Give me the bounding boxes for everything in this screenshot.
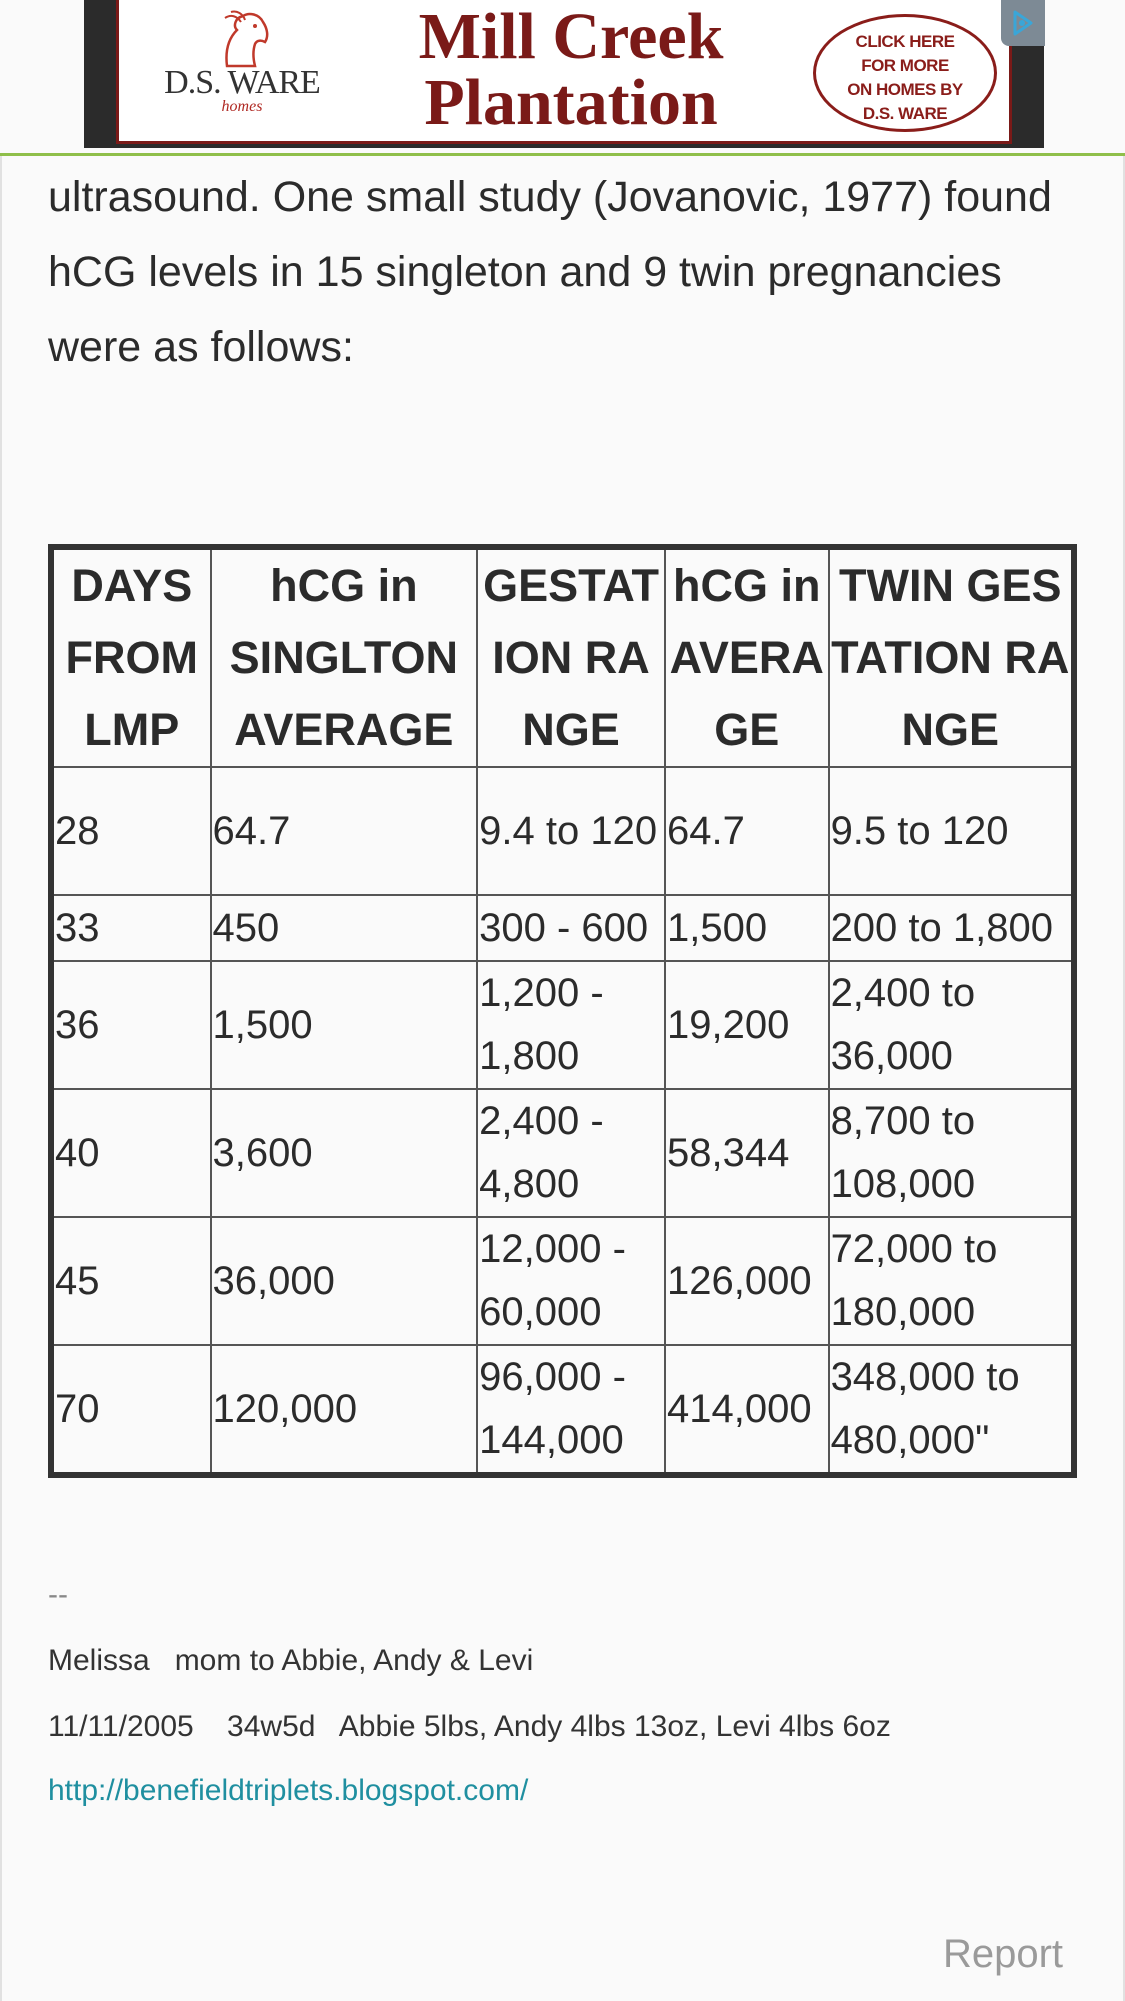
table-cell: 120,000 [211, 1345, 478, 1475]
table-cell: 33 [51, 895, 211, 961]
table-cell: 9.4 to 120 [477, 767, 665, 895]
table-cell: 2,400 - 4,800 [477, 1089, 665, 1217]
signature-line: Melissa mom to Abbie, Andy & Levi [48, 1644, 534, 1677]
header-days-from-lmp: DAYS FROM LMP [51, 547, 211, 767]
table-cell: 1,200 - 1,800 [477, 961, 665, 1089]
hcg-levels-table [48, 544, 1077, 1478]
ad-cta-line1: CLICK HERE [855, 32, 955, 51]
signature-separator: -- [48, 1578, 68, 1611]
signature-line: 11/11/2005 34w5d Abbie 5lbs, Andy 4lbs 13oz, Levi 4lbs 6oz [48, 1710, 891, 1743]
ad-banner[interactable] [0, 0, 1125, 156]
ad-frame[interactable] [84, 0, 1044, 148]
logo-subtext: homes [221, 98, 263, 115]
table-row [51, 1217, 1074, 1345]
blog-link[interactable]: http://benefieldtriplets.blogspot.com/ [48, 1774, 529, 1807]
logo-text: D.S. WARE [164, 64, 320, 101]
table-cell: 12,000 - 60,000 [477, 1217, 665, 1345]
ad-creative[interactable] [116, 0, 1012, 144]
table-cell: 300 - 600 [477, 895, 665, 961]
header-twin-gestation-range: TWIN GESTATION RANGE [829, 547, 1074, 767]
table-row [51, 1345, 1074, 1475]
table-cell: 2,400 to 36,000 [829, 961, 1074, 1089]
table-row [51, 1089, 1074, 1217]
table-cell: 3,600 [211, 1089, 478, 1217]
ad-headline [381, 0, 761, 139]
adchoices-icon [1011, 9, 1035, 37]
table-cell: 1,500 [211, 961, 478, 1089]
ad-cta-line2: FOR MORE [861, 56, 949, 75]
table-cell: 64.7 [665, 767, 829, 895]
table-cell: 36 [51, 961, 211, 1089]
ad-headline-line2: Plantation [424, 66, 718, 139]
table-cell: 9.5 to 120 [829, 767, 1074, 895]
table-cell: 28 [51, 767, 211, 895]
ad-cta-line3: ON HOMES BY [847, 80, 963, 99]
ad-headline-line1: Mill Creek [418, 0, 724, 73]
table-cell: 414,000 [665, 1345, 829, 1475]
table-cell: 450 [211, 895, 478, 961]
report-button[interactable]: Report [942, 1932, 1063, 1976]
table-cell: 70 [51, 1345, 211, 1475]
table-cell: 8,700 to 108,000 [829, 1089, 1074, 1217]
table-cell: 96,000 - 144,000 [477, 1345, 665, 1475]
table-cell: 126,000 [665, 1217, 829, 1345]
table-header-row [51, 547, 1074, 767]
table-cell: 58,344 [665, 1089, 829, 1217]
table-cell: 45 [51, 1217, 211, 1345]
table-cell: 36,000 [211, 1217, 478, 1345]
table-cell: 200 to 1,800 [829, 895, 1074, 961]
ad-cta-button[interactable] [813, 14, 997, 132]
table-cell: 1,500 [665, 895, 829, 961]
table-cell: 64.7 [211, 767, 478, 895]
ad-cta-line4: D.S. WARE [862, 104, 948, 123]
table-row [51, 895, 1074, 961]
header-gestation-range: GESTATION RANGE [477, 547, 665, 767]
horse-head-icon [207, 10, 277, 68]
adchoices-button[interactable] [1001, 0, 1045, 46]
table-cell: 72,000 to 180,000 [829, 1217, 1074, 1345]
table-cell: 19,200 [665, 961, 829, 1089]
post-intro-text: ultrasound. One small study (Jovanovic, 1977) found hCG levels in 15 singleton and 9 twin pregnancies were as follows: [48, 173, 1052, 371]
header-hcg-average: hCG in AVERAGE [665, 547, 829, 767]
table-cell: 40 [51, 1089, 211, 1217]
table-cell: 348,000 to 480,000" [829, 1345, 1074, 1475]
table-row [51, 961, 1074, 1089]
ds-ware-logo [147, 10, 337, 130]
table-row [51, 767, 1074, 895]
header-hcg-singleton-average: hCG in SINGLTON AVERAGE [211, 547, 478, 767]
